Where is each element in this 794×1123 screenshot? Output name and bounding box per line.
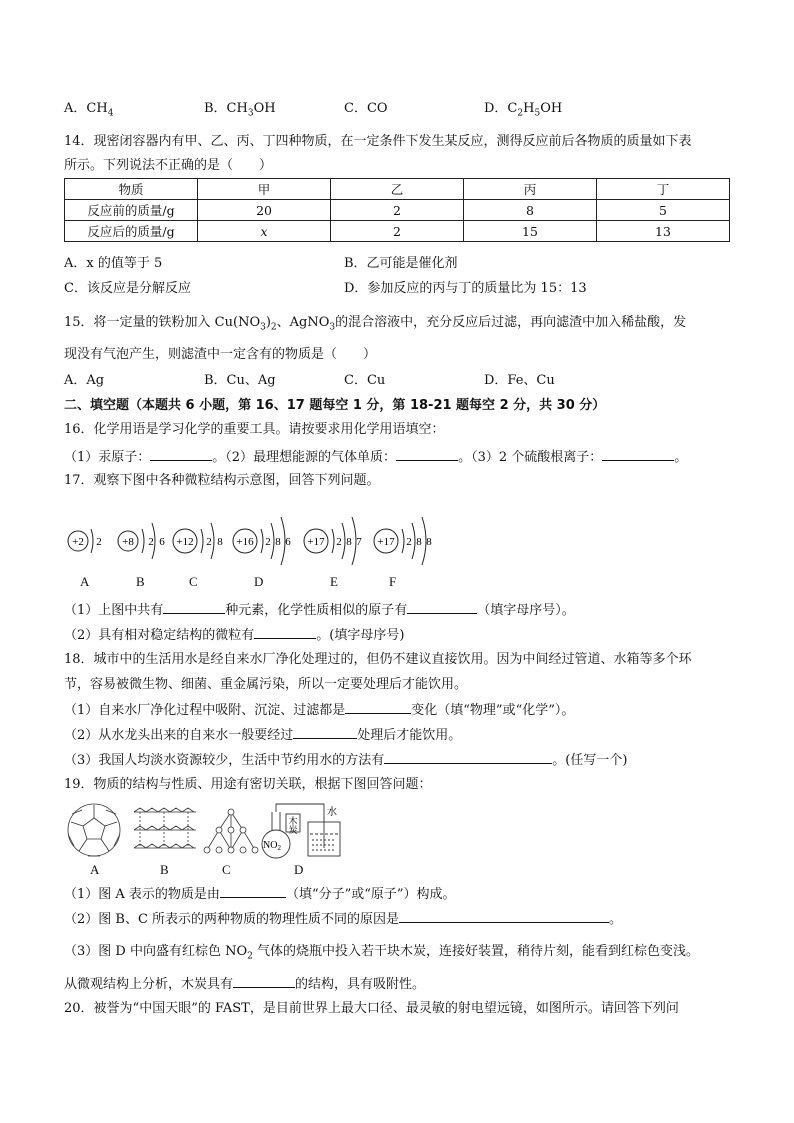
svg-text:7: 7 [356, 536, 362, 548]
answer-blank[interactable] [399, 910, 609, 923]
q13-option-a: A．$CH_4$ [64, 101, 114, 119]
figure-label-d: D [294, 862, 304, 877]
q13-option-d: D．$C_2H_5OH$ [484, 101, 563, 119]
svg-text:8: 8 [275, 536, 281, 548]
q19-subquestion-3-cont: 从微观结构上分析，木炭具有 的结构，具有吸附性。 [64, 977, 426, 992]
q14-stem-line1: 14．现密闭容器内有甲、乙、丙、丁四种物质，在一定条件下发生某反应，测得反应前后各物质的质量如下表 [64, 134, 692, 149]
svg-text:+8: +8 [122, 536, 134, 548]
q16-subquestions: （1）汞原子： 。（2）最理想能源的气体单质： 。（3）2 个硫酸根离子： 。 [64, 450, 688, 465]
q15-stem-line2: 现没有气泡产生，则滤渣中一定含有的物质是（ ） [64, 347, 377, 362]
atom-diagram-f [374, 517, 432, 565]
answer-blank[interactable] [163, 601, 225, 614]
answer-blank[interactable] [384, 751, 552, 764]
no2-label: $NO_2$ [263, 840, 281, 852]
q18-subquestion-3: （3）我国人均淡水资源较少，生活中节约用水的方法有 。(任写一个) [64, 753, 628, 768]
answer-blank[interactable] [254, 626, 316, 639]
svg-text:8: 8 [416, 536, 422, 548]
figure-label-c: C [222, 862, 231, 877]
q13-option-c: C．CO [344, 101, 388, 116]
q15-option-c: C．Cu [344, 373, 386, 388]
table-cell: 5 [596, 200, 729, 221]
svg-text:2: 2 [206, 536, 212, 548]
atom-diagram-e [304, 517, 362, 565]
figure-label-a: A [90, 862, 100, 877]
table-cell: 物质 [65, 179, 198, 200]
q15-stem-line1: 15．将一定量的铁粉加入 $Cu(NO_3)_2$、AgNO$_3$的混合溶液中，充分反应后过滤，再向滤渣中加入稀盐酸，发 [64, 315, 687, 333]
atom-label-e: E [330, 574, 338, 589]
atom-structure-diagrams [58, 496, 458, 566]
svg-text:+16: +16 [236, 536, 254, 548]
atom-diagram-c [173, 523, 223, 559]
q14-stem-line2: 所示。下列说法不正确的是（ ） [64, 158, 273, 173]
answer-blank[interactable] [602, 448, 674, 461]
answer-blank[interactable] [220, 885, 286, 898]
table-cell: 甲 [198, 179, 331, 200]
charcoal-label-1: 木 [288, 816, 298, 826]
table-row [65, 200, 730, 221]
figure-label-b: B [160, 862, 169, 877]
atom-label-d: D [254, 574, 264, 589]
atom-label-a: A [80, 574, 90, 589]
section-heading-fill-in: 二、填空题（本题共 6 小题，第 16、17 题每空 1 分，第 18-21 题每空 2 分，共 30 分） [64, 398, 606, 413]
q19-stem: 19．物质的结构与性质、用途有密切关联，根据下图回答问题： [64, 777, 432, 792]
q18-subquestion-2: （2）从水龙头出来的自来水一般要经过 处理后才能饮用。 [64, 728, 462, 743]
q16-stem: 16．化学用语是学习化学的重要工具。请按要求用化学用语填空： [64, 422, 445, 437]
q14-mass-table [64, 178, 730, 242]
table-cell: 13 [596, 221, 729, 242]
q18-stem-line2: 节，容易被微生物、细菌、重金属污染，所以一定要处理后才能饮用。 [64, 677, 468, 692]
svg-text:6: 6 [285, 536, 291, 548]
svg-text:8: 8 [346, 536, 352, 548]
q13-option-b: B．$CH_3OH$ [204, 101, 276, 119]
answer-blank[interactable] [150, 448, 212, 461]
answer-blank[interactable] [407, 601, 477, 614]
q15-option-d: D．Fe、Cu [484, 373, 555, 388]
table-cell: 反应后的质量/g [65, 221, 198, 242]
svg-text:2: 2 [265, 536, 271, 548]
answer-blank[interactable] [233, 975, 295, 988]
q14-option-c: C．该反应是分解反应 [64, 281, 191, 296]
table-cell: x [198, 221, 331, 242]
svg-text:+17: +17 [307, 536, 325, 548]
c60-diagram [68, 804, 120, 856]
q15-option-b: B．Cu、Ag [204, 373, 276, 388]
svg-text:+17: +17 [377, 536, 395, 548]
atom-label-f: F [389, 574, 397, 589]
table-header-row [65, 179, 730, 200]
diamond-diagram [204, 809, 258, 853]
q17-stem: 17．观察下图中各种微粒结构示意图，回答下列问题。 [64, 473, 380, 488]
water-label: 水 [327, 807, 337, 818]
atom-label-c: C [189, 574, 198, 589]
answer-blank[interactable] [293, 726, 357, 739]
svg-text:8: 8 [426, 536, 432, 548]
svg-text:+2: +2 [72, 536, 84, 548]
table-row [65, 221, 730, 242]
q20-stem-line1: 20．被誉为“中国天眼”的 FAST，是目前世界上最大口径、最灵敏的射电望远镜，如图所示。请回答下列问 [64, 1001, 679, 1016]
svg-text:+12: +12 [176, 536, 194, 548]
q19-subquestion-3: （3）图 D 中向盛有红棕色 $NO_2$ 气体的烧瓶中投入若干块木炭，连接好装置，稍待片刻，能看到红棕色变浅。 [64, 944, 699, 962]
q14-option-a: A．x 的值等于 5 [64, 256, 163, 271]
q15-option-a: A．Ag [64, 373, 105, 388]
q17-subquestion-1: （1）上图中共有 种元素，化学性质相似的原子有 （填字母序号）。 [64, 603, 575, 618]
atom-diagram-b [118, 523, 165, 559]
q14-option-d: D．参加反应的丙与丁的质量比为 15：13 [344, 281, 587, 296]
svg-text:2: 2 [406, 536, 412, 548]
table-cell: 乙 [331, 179, 464, 200]
graphite-diagram [134, 808, 196, 848]
q14-option-b: B．乙可能是催化剂 [344, 256, 458, 271]
svg-text:2: 2 [336, 536, 342, 548]
svg-text:2: 2 [96, 536, 102, 548]
atom-diagram-d [233, 517, 291, 565]
table-cell: 20 [198, 200, 331, 221]
table-cell: 15 [464, 221, 597, 242]
q19-subquestion-2: （2）图 B、C 所表示的两种物质的物理性质不同的原因是 。 [64, 912, 623, 927]
carbon-structures-figure [62, 800, 352, 862]
q17-subquestion-2: （2）具有相对稳定结构的微粒有 。(填字母序号) [64, 628, 405, 643]
answer-blank[interactable] [396, 448, 458, 461]
atom-diagram-a [68, 529, 102, 553]
svg-text:2: 2 [148, 536, 154, 548]
svg-text:6: 6 [159, 536, 165, 548]
answer-blank[interactable] [345, 701, 411, 714]
table-cell: 丙 [464, 179, 597, 200]
q18-stem-line1: 18．城市中的生活用水是经自来水厂净化处理过的，但仍不建议直接饮用。因为中间经过管道、水箱等多个环 [64, 652, 692, 667]
table-cell: 反应前的质量/g [65, 200, 198, 221]
q19-subquestion-1: （1）图 A 表示的物质是由 （填“分子”或“原子”）构成。 [64, 887, 456, 902]
table-cell: 8 [464, 200, 597, 221]
table-cell: 2 [331, 200, 464, 221]
svg-text:8: 8 [217, 536, 223, 548]
table-cell: 丁 [596, 179, 729, 200]
table-cell: 2 [331, 221, 464, 242]
q18-subquestion-1: （1）自来水厂净化过程中吸附、沉淀、过滤都是 变化（填“物理”或“化学”）。 [64, 703, 575, 718]
atom-label-b: B [136, 574, 145, 589]
charcoal-label-2: 炭 [288, 825, 298, 835]
